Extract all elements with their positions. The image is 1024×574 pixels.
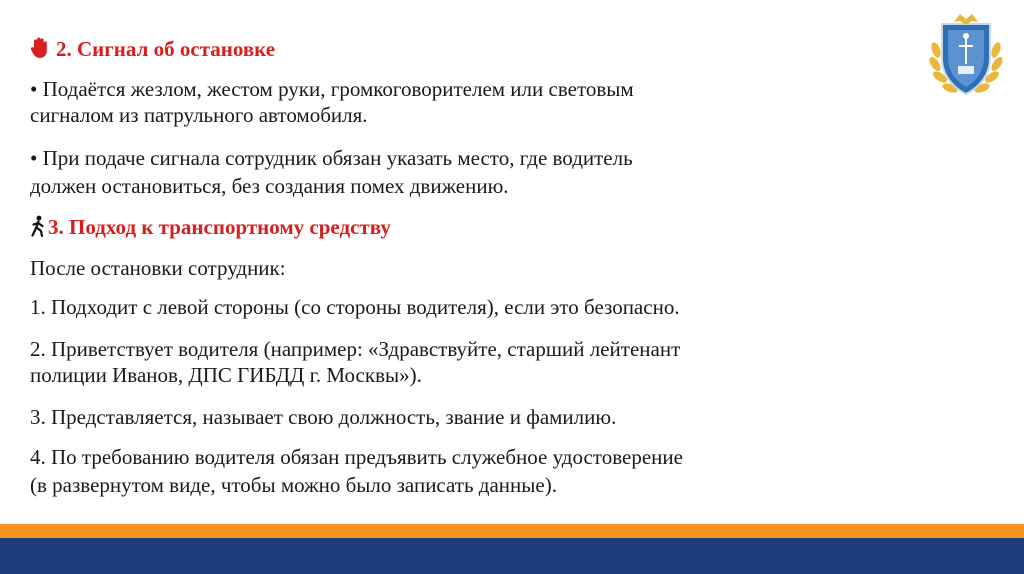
section3-heading <box>30 214 391 243</box>
section3-title: 3. Подход к транспортному средству <box>48 215 391 239</box>
step-2-line-2: полиции Иванов, ДПС ГИБДД г. Москвы»). <box>30 363 422 387</box>
step-3-line-1: 3. Представляется, называет свою должность, звание и фамилию. <box>30 405 617 429</box>
step-4-line-1: 4. По требованию водителя обязан предъявить служебное удостоверение <box>30 445 683 469</box>
bullet-1-line-1: • Подаётся жезлом, жестом руки, громкоговорителем или световым <box>30 77 634 101</box>
step-2-line-1: 2. Приветствует водителя (например: «Здравствуйте, старший лейтенант <box>30 337 681 361</box>
footer-orange-band <box>0 524 1024 538</box>
footer-blue-band <box>0 538 1024 574</box>
bullet-2-line-1: • При подаче сигнала сотрудник обязан указать место, где водитель <box>30 146 633 170</box>
police-academy-emblem-icon <box>926 10 1006 102</box>
step-4-line-2: (в развернутом виде, чтобы можно было записать данные). <box>30 473 557 497</box>
section2-heading <box>30 36 275 65</box>
bullet-2-line-2: должен остановиться, без создания помех движению. <box>30 174 509 198</box>
section3-intro: После остановки сотрудник: <box>30 256 286 280</box>
section2-title: 2. Сигнал об остановке <box>56 37 276 61</box>
stop-hand-icon <box>30 37 50 65</box>
bullet-1-line-2: сигналом из патрульного автомобиля. <box>30 103 368 127</box>
walking-person-icon <box>30 215 46 243</box>
step-1-line-1: 1. Подходит с левой стороны (со стороны водителя), если это безопасно. <box>30 295 680 319</box>
